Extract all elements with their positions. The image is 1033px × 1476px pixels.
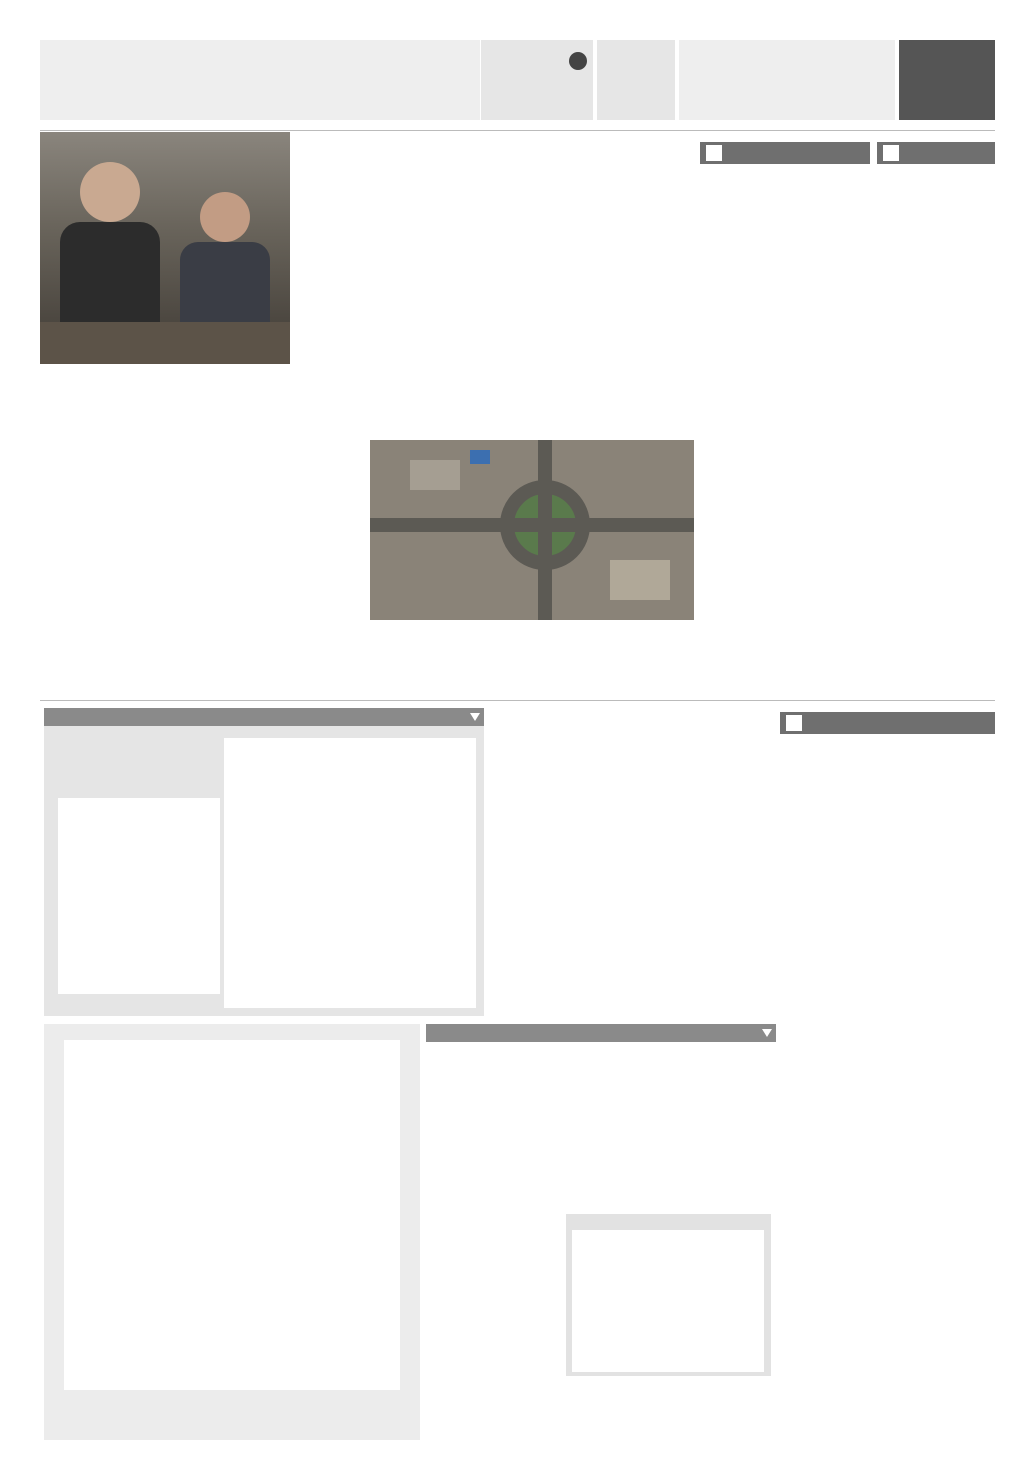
hamedan-article	[40, 440, 694, 692]
crossword-block	[44, 1024, 420, 1440]
page-number	[899, 40, 995, 48]
crossword-vertical-bottom	[426, 1376, 776, 1436]
crossword-icon	[762, 1029, 772, 1037]
crossword-title-bar	[426, 1024, 776, 1042]
sms-block	[481, 40, 593, 120]
lorestan-body-col2	[492, 796, 628, 1006]
energy-body-col4	[196, 368, 336, 432]
logo-block	[679, 40, 895, 120]
hamedan-body-col3	[204, 484, 354, 692]
sudoku-grid	[224, 738, 476, 1008]
crossword-answer-block	[566, 1214, 771, 1376]
lorestan-body-col1	[638, 796, 774, 1006]
isfahan-column	[700, 142, 870, 687]
kermanshah-column	[780, 712, 995, 1437]
crossword-vertical	[426, 1046, 538, 1376]
lorestan-headline	[492, 712, 774, 718]
sudoku-answer-grid	[58, 798, 220, 994]
energy-body-col5	[40, 368, 190, 432]
condolence-block	[40, 40, 480, 120]
energy-body-col1	[604, 217, 694, 427]
crossword-grid	[64, 1040, 400, 1390]
logo	[679, 40, 895, 44]
section-label-semnan	[877, 142, 995, 164]
sudoku-icon	[470, 713, 480, 721]
energy-body-col2	[466, 217, 598, 427]
semnan-body	[877, 174, 995, 604]
lorestan-article	[492, 712, 774, 1012]
crossword-answer-title	[566, 1214, 771, 1216]
energy-article	[40, 132, 694, 432]
provinces-title	[597, 40, 675, 48]
provinces-block	[597, 40, 675, 120]
sudoku-title-bar	[44, 708, 484, 726]
kermanshah-body	[780, 744, 995, 1344]
sms-icon	[569, 52, 587, 70]
crossword-answer-grid	[572, 1230, 764, 1372]
hamedan-photo	[370, 440, 694, 620]
hamedan-body-col2	[368, 626, 578, 692]
crossword-horizontal-2	[544, 1046, 652, 1216]
page-number-block	[899, 40, 995, 120]
section-label-isfahan	[700, 142, 870, 164]
section-label-kermanshah	[780, 712, 995, 734]
divider	[40, 700, 995, 701]
energy-body-col3	[342, 217, 460, 427]
semnan-column	[877, 142, 995, 687]
masthead	[40, 40, 995, 125]
energy-photo	[40, 132, 290, 364]
sudoku-block	[44, 708, 484, 1016]
isfahan-body	[700, 174, 870, 629]
crossword-clues	[426, 1024, 776, 1440]
hamedan-body-col1	[584, 626, 694, 692]
hamedan-body-col4	[40, 484, 200, 692]
divider	[40, 130, 995, 131]
